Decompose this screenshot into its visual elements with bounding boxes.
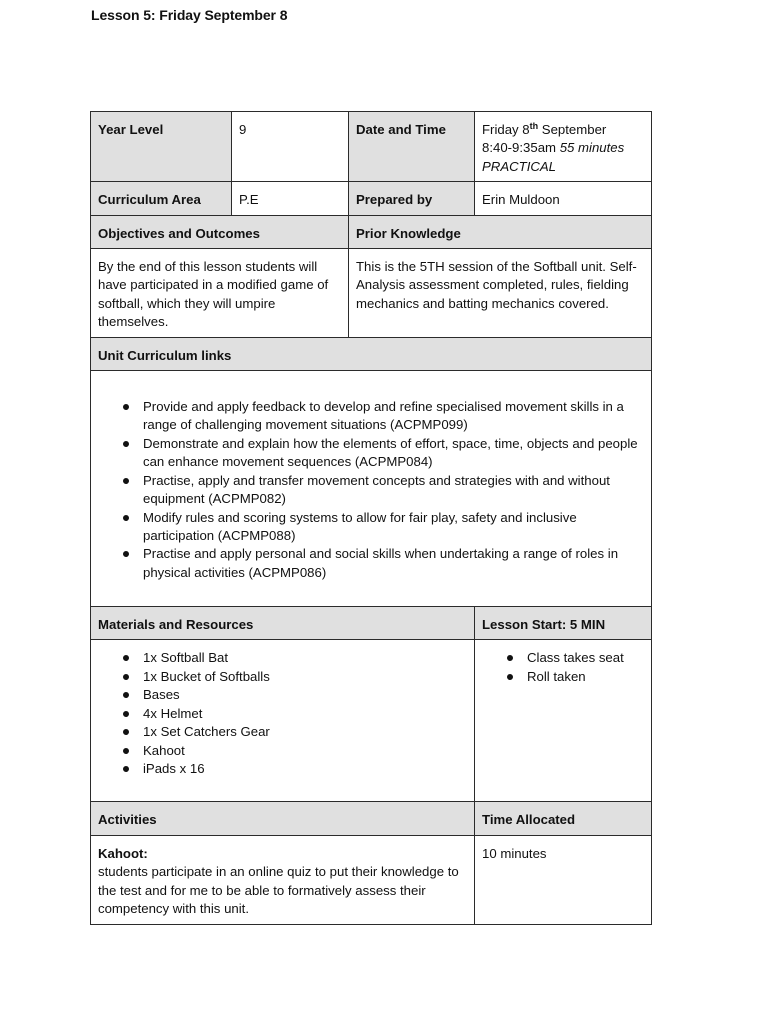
list-item: 4x Helmet	[143, 705, 467, 723]
year-level-label: Year Level	[91, 112, 232, 182]
list-item: 1x Set Catchers Gear	[143, 723, 467, 741]
objectives-label: Objectives and Outcomes	[91, 215, 349, 248]
list-item: Practise and apply personal and social skills when undertaking a range of roles in physical activities (ACPMP086)	[143, 545, 644, 582]
list-item: Practise, apply and transfer movement concepts and strategies with and without equipment (ACPMP082)	[143, 472, 644, 509]
list-item: Modify rules and scoring systems to allow for fair play, safety and inclusive participation (ACPMP088)	[143, 509, 644, 546]
kahoot-cell	[91, 835, 475, 924]
prior-knowledge-label: Prior Knowledge	[349, 215, 652, 248]
list-item: 1x Softball Bat	[143, 649, 467, 667]
unit-links-label: Unit Curriculum links	[91, 337, 652, 370]
curriculum-area-value: P.E	[232, 182, 349, 215]
row-unit-links-header	[91, 337, 652, 370]
activities-label: Activities	[91, 802, 475, 835]
time-allocated-label: Time Allocated	[475, 802, 652, 835]
materials-label: Materials and Resources	[91, 607, 475, 640]
kahoot-time: 10 minutes	[475, 835, 652, 924]
lesson-plan-table	[90, 111, 652, 925]
kahoot-text: students participate in an online quiz to put their knowledge to the test and for me to be able to formatively assess their competency with this unit.	[98, 864, 459, 917]
list-item: 1x Bucket of Softballs	[143, 668, 467, 686]
row-unit-links	[91, 371, 652, 607]
materials-cell	[91, 640, 475, 802]
row-area-prepared	[91, 182, 652, 215]
list-item: Kahoot	[143, 742, 467, 760]
year-level-value: 9	[232, 112, 349, 182]
page-title: Lesson 5: Friday September 8	[91, 7, 288, 23]
row-materials	[91, 640, 652, 802]
list-item: iPads x 16	[143, 760, 467, 778]
lesson-start-label: Lesson Start: 5 MIN	[475, 607, 652, 640]
row-activities-header	[91, 802, 652, 835]
objectives-text: By the end of this lesson students will have participated in a modified game of softball, which they will umpire themselves.	[91, 249, 349, 338]
lesson-start-cell	[475, 640, 652, 802]
lesson-start-list	[482, 649, 644, 686]
unit-links-cell	[91, 371, 652, 607]
prepared-by-label: Prepared by	[349, 182, 475, 215]
row-objectives-prior-text	[91, 249, 652, 338]
row-objectives-prior-header	[91, 215, 652, 248]
list-item: Roll taken	[527, 668, 644, 686]
list-item: Bases	[143, 686, 467, 704]
unit-links-list	[98, 398, 644, 582]
row-year-date	[91, 112, 652, 182]
curriculum-area-label: Curriculum Area	[91, 182, 232, 215]
materials-list	[98, 649, 467, 778]
list-item: Class takes seat	[527, 649, 644, 667]
list-item: Provide and apply feedback to develop and refine specialised movement skills in a range of challenging movement situations (ACPMP099)	[143, 398, 644, 435]
list-item: Demonstrate and explain how the elements of effort, space, time, objects and people can enhance movement sequences (ACPMP084)	[143, 435, 644, 472]
date-time-label: Date and Time	[349, 112, 475, 182]
date-time-value: Friday 8th September 8:40-9:35am 55 minutes PRACTICAL	[475, 112, 652, 182]
prior-knowledge-text: This is the 5TH session of the Softball unit. Self-Analysis assessment completed, rules, fielding mechanics and batting mechanics covered.	[349, 249, 652, 338]
prepared-by-value: Erin Muldoon	[475, 182, 652, 215]
kahoot-title: Kahoot:	[98, 845, 148, 861]
row-kahoot	[91, 835, 652, 924]
row-materials-header	[91, 607, 652, 640]
